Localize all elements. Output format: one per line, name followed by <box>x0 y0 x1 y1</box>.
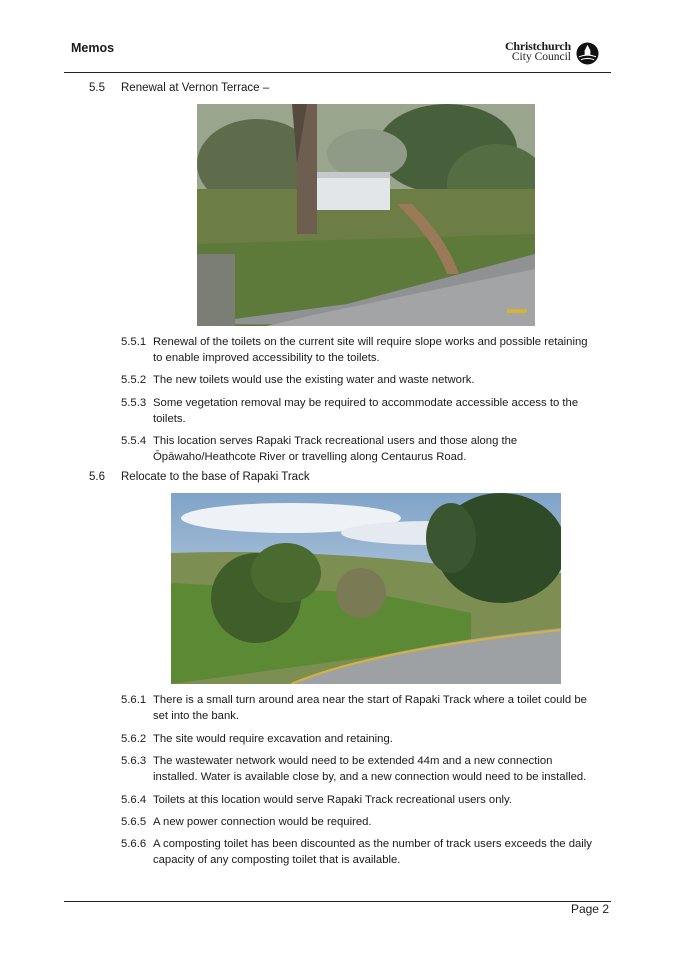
item-number: 5.5.4 <box>121 435 147 447</box>
item-number: 5.6.1 <box>121 694 147 706</box>
item-text-line: Ōpāwaho/Heathcote River or travelling along Centaurus Road. <box>153 451 467 463</box>
item-text-line: Renewal of the toilets on the current site will require slope works and possible retaining <box>153 336 588 348</box>
item-number: 5.5.3 <box>121 397 147 409</box>
list-item <box>121 395 611 427</box>
item-text-line: The new toilets would use the existing water and waste network. <box>153 374 475 386</box>
item-number: 5.6.4 <box>121 794 147 806</box>
section-number: 5.5 <box>89 82 105 94</box>
section-number: 5.6 <box>89 471 105 483</box>
item-text-line: There is a small turn around area near the start of Rapaki Track where a toilet could be <box>153 694 587 706</box>
council-logo <box>497 41 601 67</box>
list-item <box>121 753 611 785</box>
list-item <box>121 836 611 868</box>
list-item <box>121 692 611 724</box>
item-text-line: toilets. <box>153 413 186 425</box>
list-item <box>121 792 611 808</box>
item-number: 5.5.1 <box>121 336 147 348</box>
item-number: 5.5.2 <box>121 374 147 386</box>
item-number: 5.6.5 <box>121 816 147 828</box>
document-title: Memos <box>71 41 115 55</box>
item-text-line: set into the bank. <box>153 710 240 722</box>
item-text-line: A new power connection would be required. <box>153 816 372 828</box>
list-item <box>121 814 611 830</box>
item-text-line: installed. Water is available close by, and a new connection would need to be installed. <box>153 771 587 783</box>
photo-vernon-terrace <box>197 104 535 326</box>
item-number: 5.6.6 <box>121 838 147 850</box>
page-number: Page 2 <box>570 902 609 916</box>
item-number: 5.6.2 <box>121 733 147 745</box>
item-text-line: This location serves Rapaki Track recreational users and those along the <box>153 435 518 447</box>
list-item <box>121 731 611 747</box>
list-item <box>121 433 611 465</box>
section-heading-text: Renewal at Vernon Terrace – <box>121 82 270 94</box>
item-text-line: A composting toilet has been discounted as the number of track users exceeds the daily <box>153 838 592 850</box>
footer-rule <box>64 901 611 902</box>
logo-line2: City Council <box>511 51 571 63</box>
item-text-line: Some vegetation removal may be required to accommodate accessible access to the <box>153 397 579 409</box>
item-text-line: The site would require excavation and retaining. <box>153 733 393 745</box>
list-item <box>121 334 611 366</box>
section-heading-text: Relocate to the base of Rapaki Track <box>121 471 310 483</box>
item-text-line: Toilets at this location would serve Rapaki Track recreational users only. <box>153 794 512 806</box>
header-rule <box>64 72 611 73</box>
logo-line1: Christchurch <box>504 39 571 53</box>
item-text-line: capacity of any composting toilet that is available. <box>153 854 401 866</box>
item-number: 5.6.3 <box>121 755 147 767</box>
list-item <box>121 372 611 388</box>
item-text-line: to enable improved accessibility to the toilets. <box>153 352 380 364</box>
cathedral-logo-icon <box>576 42 599 65</box>
photo-rapaki-track <box>171 493 561 684</box>
item-text-line: The wastewater network would need to be extended 44m and a new connection <box>153 755 553 767</box>
